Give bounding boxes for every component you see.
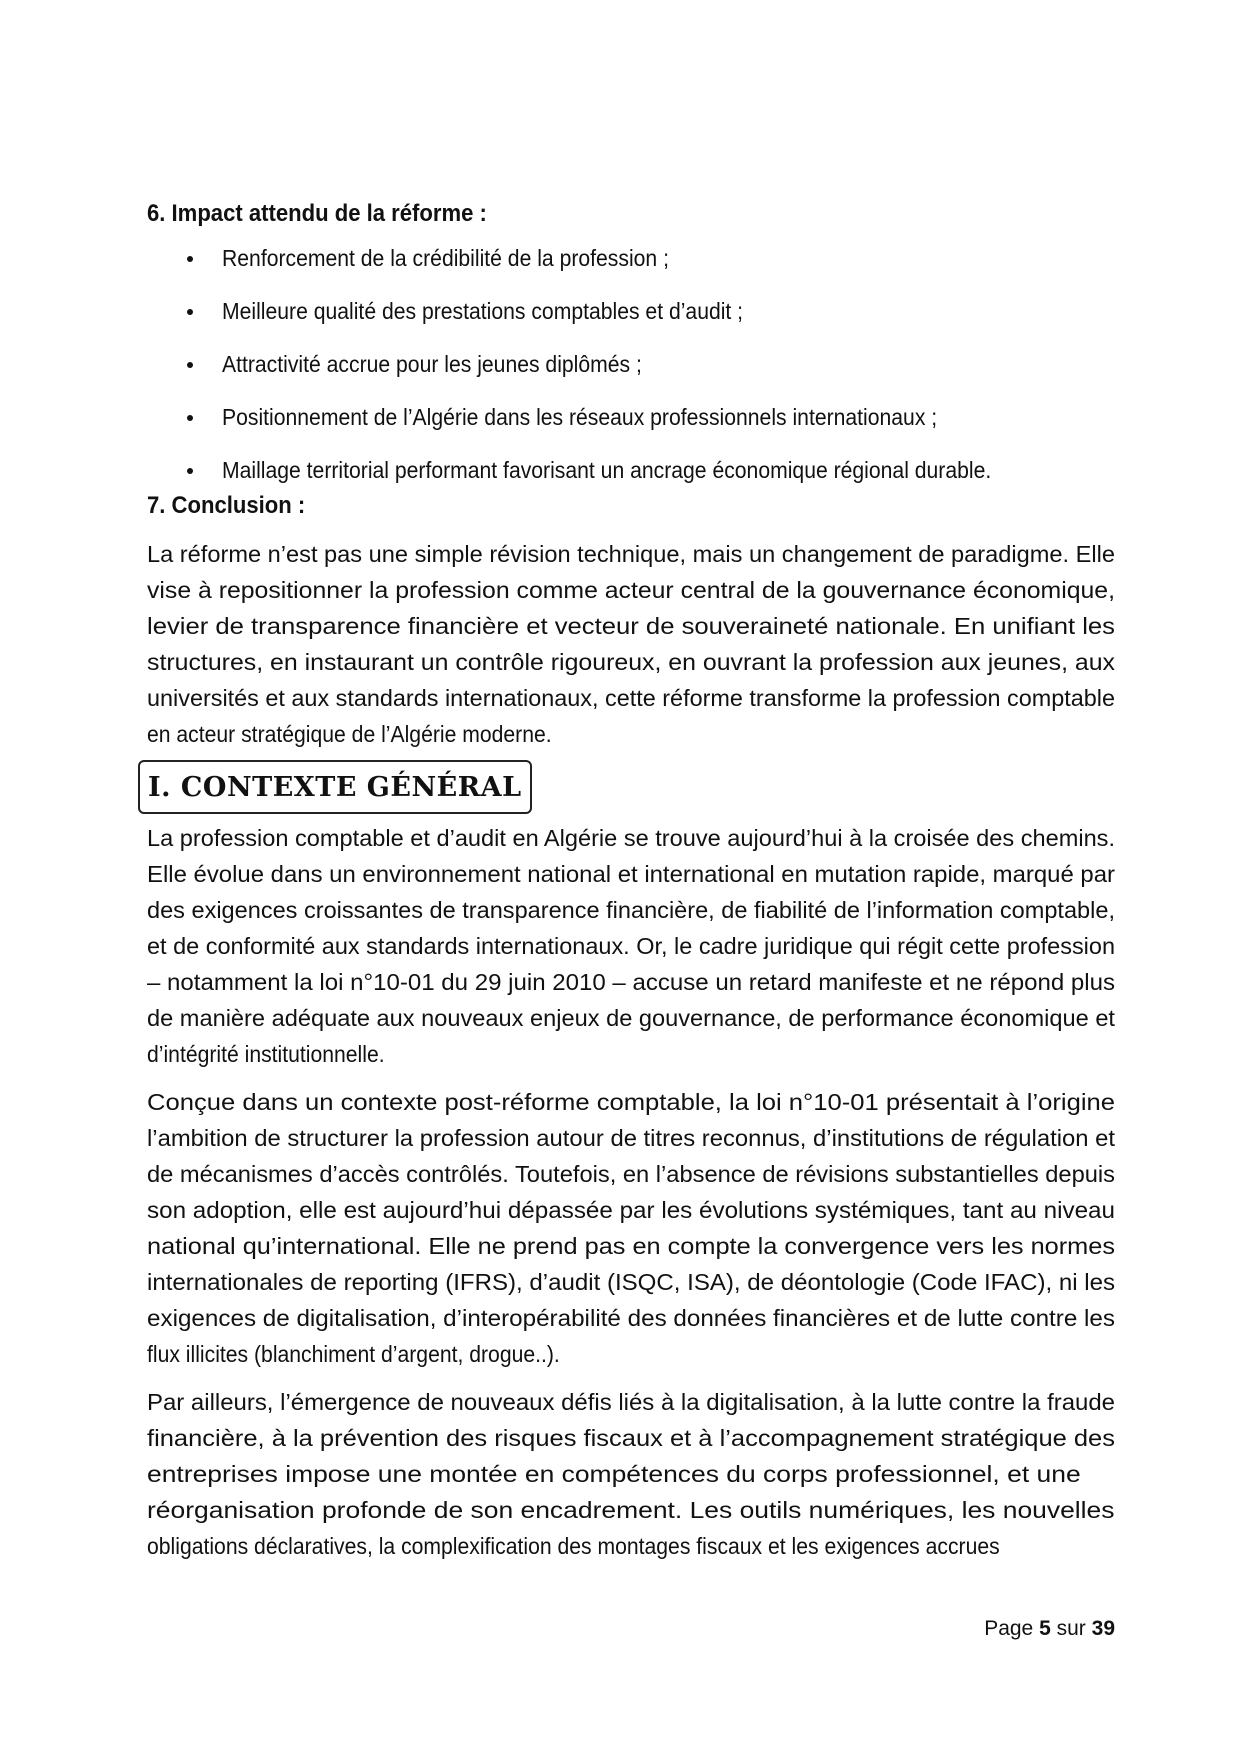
text-line: et de conformité aux standards internationaux. Or, le cadre juridique qui régit cette profession (147, 933, 1115, 959)
page-content (147, 196, 1115, 1564)
impact-list (147, 240, 1115, 488)
page-current: 5 (1039, 1617, 1051, 1640)
section-i-title: I. CONTEXTE GÉNÉRAL (138, 760, 532, 814)
text-line: son adoption, elle est aujourd’hui dépassée par les évolutions systémiques, tant au niveau (147, 1197, 1115, 1223)
text-line: d’intégrité institutionnelle. (147, 1041, 385, 1067)
page-prefix: Page (984, 1617, 1034, 1640)
text-line: La profession comptable et d’audit en Algérie se trouve aujourd’hui à la croisée des chemins. (147, 825, 1115, 851)
text-line: Elle évolue dans un environnement national et international en mutation rapide, marqué par (147, 861, 1115, 887)
bullet-dot-icon (187, 362, 193, 368)
text-line: national qu’international. Elle ne prend pas en compte la convergence vers les normes (147, 1233, 1115, 1259)
text-line: financière, à la prévention des risques fiscaux et à l’accompagnement stratégique des (147, 1425, 1115, 1451)
text-line: Par ailleurs, l’émergence de nouveaux défis liés à la digitalisation, à la lutte contre la fraude (147, 1389, 1115, 1415)
text-line: universités et aux standards internationaux, cette réforme transforme la profession comptable (147, 685, 1115, 711)
page-middle: sur (1056, 1617, 1086, 1640)
text-line: l’ambition de structurer la profession autour de titres reconnus, d’institutions de régulation et (147, 1125, 1115, 1151)
text-line: La réforme n’est pas une simple révision technique, mais un changement de paradigme. Elle (147, 541, 1115, 567)
list-item: Maillage territorial performant favorisant un ancrage économique régional durable. (147, 452, 1115, 488)
text-line: – notamment la loi n°10-01 du 29 juin 2010 – accuse un retard manifeste et ne répond plus (147, 969, 1115, 995)
context-paragraph-1 (147, 820, 1115, 1072)
list-item: Attractivité accrue pour les jeunes diplômés ; (147, 346, 1115, 382)
text-line: flux illicites (blanchiment d’argent, drogue..). (147, 1341, 560, 1367)
bullet-dot-icon (187, 256, 193, 262)
context-paragraph-2 (147, 1084, 1115, 1372)
text-line: de manière adéquate aux nouveaux enjeux de gouvernance, de performance économique et (147, 1005, 1115, 1031)
text-line: entreprises impose une montée en compétences du corps professionnel, et une (147, 1461, 1081, 1487)
section-6-heading: 6. Impact attendu de la réforme : (147, 200, 487, 227)
text-line: Conçue dans un contexte post-réforme comptable, la loi n°10-01 présentait à l’origine (147, 1089, 1115, 1115)
section-7-heading: 7. Conclusion : (147, 492, 306, 519)
text-line: de mécanismes d’accès contrôlés. Toutefois, en l’absence de révisions substantielles depuis (147, 1161, 1115, 1187)
list-item: Meilleure qualité des prestations comptables et d’audit ; (147, 293, 1115, 329)
text-line: vise à repositionner la profession comme acteur central de la gouvernance économique, (147, 577, 1115, 603)
conclusion-paragraph (147, 536, 1115, 752)
page-total: 39 (1091, 1617, 1115, 1640)
page-number (984, 1617, 1115, 1641)
text-line: des exigences croissantes de transparence financière, de fiabilité de l’information comptable, (147, 897, 1115, 923)
text-line: levier de transparence financière et vecteur de souveraineté nationale. En unifiant les (147, 613, 1115, 639)
list-item: Positionnement de l’Algérie dans les réseaux professionnels internationaux ; (147, 399, 1115, 435)
text-line: réorganisation profonde de son encadrement. Les outils numériques, les nouvelles (147, 1497, 1115, 1523)
bullet-dot-icon (187, 309, 193, 315)
text-line: internationales de reporting (IFRS), d’audit (ISQC, ISA), de déontologie (Code IFAC), ni les (147, 1269, 1115, 1295)
text-line: exigences de digitalisation, d’interopérabilité des données financières et de lutte contre les (147, 1305, 1115, 1331)
text-line: en acteur stratégique de l’Algérie moderne. (147, 721, 552, 747)
bullet-dot-icon (187, 468, 193, 474)
bullet-dot-icon (187, 415, 193, 421)
text-line: obligations déclaratives, la complexification des montages fiscaux et les exigences accrues (147, 1533, 1000, 1559)
text-line: structures, en instaurant un contrôle rigoureux, en ouvrant la profession aux jeunes, aux (147, 649, 1115, 675)
context-paragraph-3 (147, 1384, 1115, 1564)
list-item: Renforcement de la crédibilité de la profession ; (147, 240, 1115, 276)
